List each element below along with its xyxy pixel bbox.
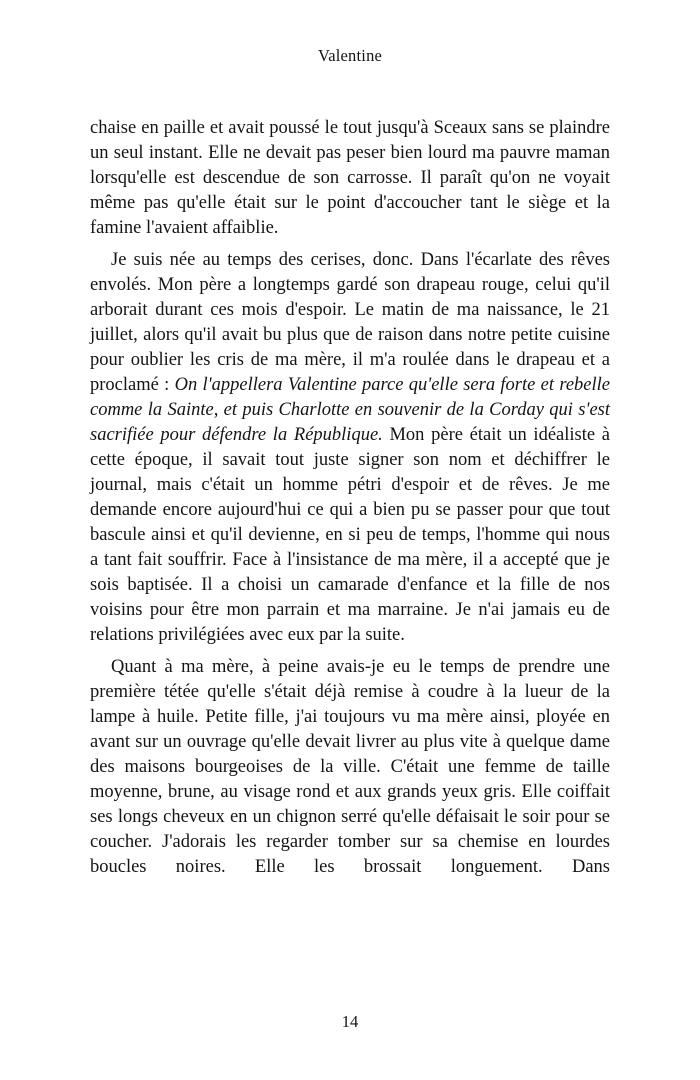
paragraph — [90, 116, 610, 241]
paragraph-text: Quant à ma mère, à peine avais-je eu le temps de prendre une première tétée qu'elle s'était déjà remise à coudre à la lueur de la lampe à huile. Petite fille, j'ai toujours vu ma mère ainsi, ployée en avant sur un ouvrage qu'elle devait livrer au plus vite à quelque dame des maisons bourgeoises de la ville. C'était une femme de taille moyenne, brune, au visage rond et aux grands yeux gris. Elle coiffait ses longs cheveux en un chignon serré qu'elle défaisait le soir pour se coucher. J'adorais les regarder tomber sur sa chemise en lourdes boucles noires. Elle les brossait longuement. Dans — [90, 657, 610, 877]
page-body — [90, 116, 610, 880]
paragraph — [90, 248, 610, 648]
paragraph-text: chaise en paille et avait poussé le tout jusqu'à Sceaux sans se plaindre un seul instant. Elle ne devait pas peser bien lourd ma pauvre maman lorsqu'elle est descendue de son carrosse. Il paraît qu'on ne voyait même pas qu'elle était sur le point d'accoucher tant le siège et la famine l'avaient affaiblie. — [90, 118, 610, 238]
paragraph-text: Je suis née au temps des cerises, donc. Dans l'écarlate des rêves envolés. Mon père a longtemps gardé son drapeau rouge, celui qu'il arborait durant ces mois d'espoir. Le matin de ma naissance, le 21 juillet, alors qu'il avait bu plus que de raison dans notre petite cuisine pour oublier les cris de ma mère, il m'a roulée dans le drapeau et a proclamé : — [90, 250, 610, 395]
paragraph — [90, 655, 610, 880]
running-header: Valentine — [317, 46, 383, 65]
paragraph-text: Mon père était un idéaliste à cette époque, il savait tout juste signer son nom et déchiffrer le journal, mais c'était un homme pétri d'espoir et de rêves. Je me demande encore aujourd'hui ce qui a bien pu se passer pour que tout bascule ainsi et qu'il devienne, en si peu de temps, l'homme qui nous a tant fait souffrir. Face à l'insistance de ma mère, il a accepté que je sois baptisée. Il a choisi un camarade d'enfance et la fille de nos voisins pour être mon parrain et ma marraine. Je n'ai jamais eu de relations privilégiées avec eux par la suite. — [90, 425, 610, 645]
page-number: 14 — [341, 1012, 359, 1031]
italic-quote-text: On l'appellera Valentine parce qu'elle sera forte et rebelle comme la Sainte, et puis Charlotte en souvenir de la Corday qui s'est sacrifiée pour défendre la République. — [90, 375, 611, 445]
